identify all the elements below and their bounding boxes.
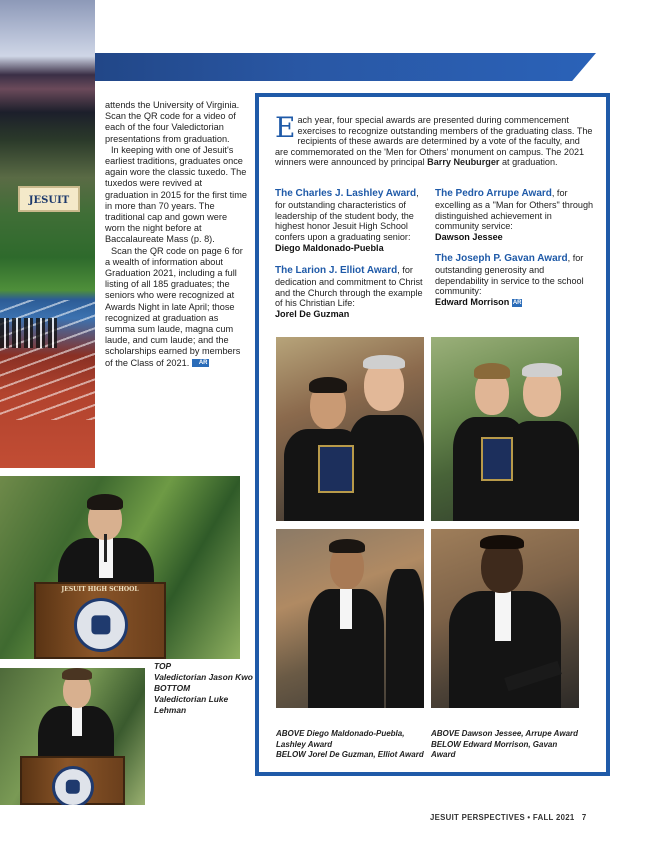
award-winner: Dawson Jessee (435, 232, 503, 243)
student-hair (474, 363, 510, 379)
body-text-column (105, 100, 247, 369)
podium (34, 582, 166, 659)
photo-jessee (431, 337, 579, 521)
principal-suit (507, 421, 579, 521)
photo-caption-right (431, 729, 581, 761)
intro-text-1: ach year, four special awards are presented during commencement exercises to recognize outstanding members of the graduating class. The recipients of these awards are determined by a vote of the faculty, and are commemorated on the 'Men for Others' monument on campus. The 2021 winners were announced by principal (275, 115, 593, 168)
footer-issue: • FALL 2021 (524, 813, 575, 822)
ar-icon[interactable]: AR (192, 359, 209, 367)
award-arrupe (435, 188, 595, 243)
principal-suit (348, 415, 424, 521)
photo-maldonado-puebla (276, 337, 424, 521)
body-paragraph-3 (105, 246, 247, 369)
photo-valedictorian-lehman (0, 668, 145, 805)
award-name: The Joseph P. Gavan Award (435, 253, 568, 264)
caption-bottom-label: BOTTOM (154, 683, 191, 693)
podium (20, 756, 125, 805)
award-lashley (275, 188, 427, 254)
award-name: The Larion J. Elliot Award (275, 265, 398, 276)
photo-morrison (431, 529, 579, 708)
body-paragraph-3-text: Scan the QR code on page 6 for a wealth of information about Graduation 2021, including a full listing of all 185 graduates; the seniors who were recognized at Awards Night in late April; those recognized at graduation as summa sum laude, magna cum laude, and cum laude; and the scholarships earned by members of the Class of 2021. (105, 245, 243, 368)
caption-top-label: TOP (154, 661, 172, 671)
caption-line: BELOW Jorel De Guzman, Elliot Award (276, 750, 424, 759)
speaker-hair (62, 668, 92, 680)
page-number: 7 (581, 813, 587, 822)
stadium-sign: JESUIT (18, 186, 80, 212)
podium-text: JESUIT HIGH SCHOOL (61, 586, 139, 593)
microphone (104, 534, 107, 562)
award-name: The Pedro Arrupe Award (435, 188, 552, 199)
award-desc: , for outstanding characteristics of leadership of the student body, the highest honor Jesuit High School confers upon a graduating senior: (275, 188, 419, 243)
caption-top-text: Valedictorian Jason Kwo (154, 672, 253, 682)
award-winner: Diego Maldonado-Puebla (275, 242, 384, 253)
speaker-hair (87, 494, 123, 510)
speaker-shirt (72, 706, 82, 736)
body-paragraph-1: attends the University of Virginia. Scan the QR code for a video of each of the four Valedictorian presentations from graduation. (105, 100, 240, 144)
student-hair (480, 535, 524, 549)
ar-icon[interactable]: AR (512, 299, 522, 306)
award-elliot (275, 265, 427, 320)
award-plaque (481, 437, 513, 481)
principal-hair (522, 363, 562, 377)
award-winner: Edward Morrison (435, 297, 510, 308)
principal-name: Barry Neuburger (427, 157, 500, 168)
school-seal-icon (52, 766, 94, 805)
award-plaque (318, 445, 354, 493)
caption-line: ABOVE Dawson Jessee, Arrupe Award (431, 729, 579, 738)
award-desc: , for dedication and commitment to Christ and the Church through the example of his Christian Life: (275, 265, 423, 309)
student-shirt (495, 591, 511, 641)
graduates-on-field (0, 318, 60, 348)
caption-bottom-text: Valedictorian Luke Lehman (154, 694, 229, 715)
footer-publication: JESUIT PERSPECTIVES (430, 813, 525, 822)
student-hair (309, 377, 347, 393)
award-gavan (435, 253, 595, 308)
caption-line: ABOVE Diego Maldonado-Puebla, Lashley Award (276, 729, 405, 749)
school-seal-icon (74, 598, 128, 652)
awards-box (255, 93, 610, 776)
stadium-photo (0, 0, 95, 468)
caption-line: BELOW Edward Morrison, Gavan Award (431, 739, 558, 759)
presenter-suit (386, 569, 424, 708)
student-hair (329, 539, 365, 553)
photo-de-guzman (276, 529, 424, 708)
award-name: The Charles J. Lashley Award (275, 188, 417, 199)
award-desc: , for excelling as a "Man for Others" through distinguished achievement in community service: (435, 188, 594, 232)
photo-valedictorian-kwo (0, 476, 240, 659)
award-desc: , for outstanding generosity and dependability in service to the school community: (435, 253, 584, 297)
valedictorian-caption (154, 661, 254, 716)
award-winner: Jorel De Guzman (275, 309, 350, 320)
drop-cap: E (275, 111, 296, 144)
page-footer (430, 813, 587, 822)
photo-caption-left (276, 729, 426, 761)
awards-intro (275, 111, 595, 168)
principal-hair (363, 355, 405, 369)
body-paragraph-2: In keeping with one of Jesuit's earliest traditions, graduates once again wore the classic tuxedo. The tuxedos were revived at graduation in 2015 for the first time in more than 70 years. The traditional cap and gown were worn the night before at Baccalaureate Mass (p. 8). (105, 144, 247, 245)
intro-text-2: at graduation. (499, 157, 558, 168)
student-shirt (340, 589, 352, 629)
